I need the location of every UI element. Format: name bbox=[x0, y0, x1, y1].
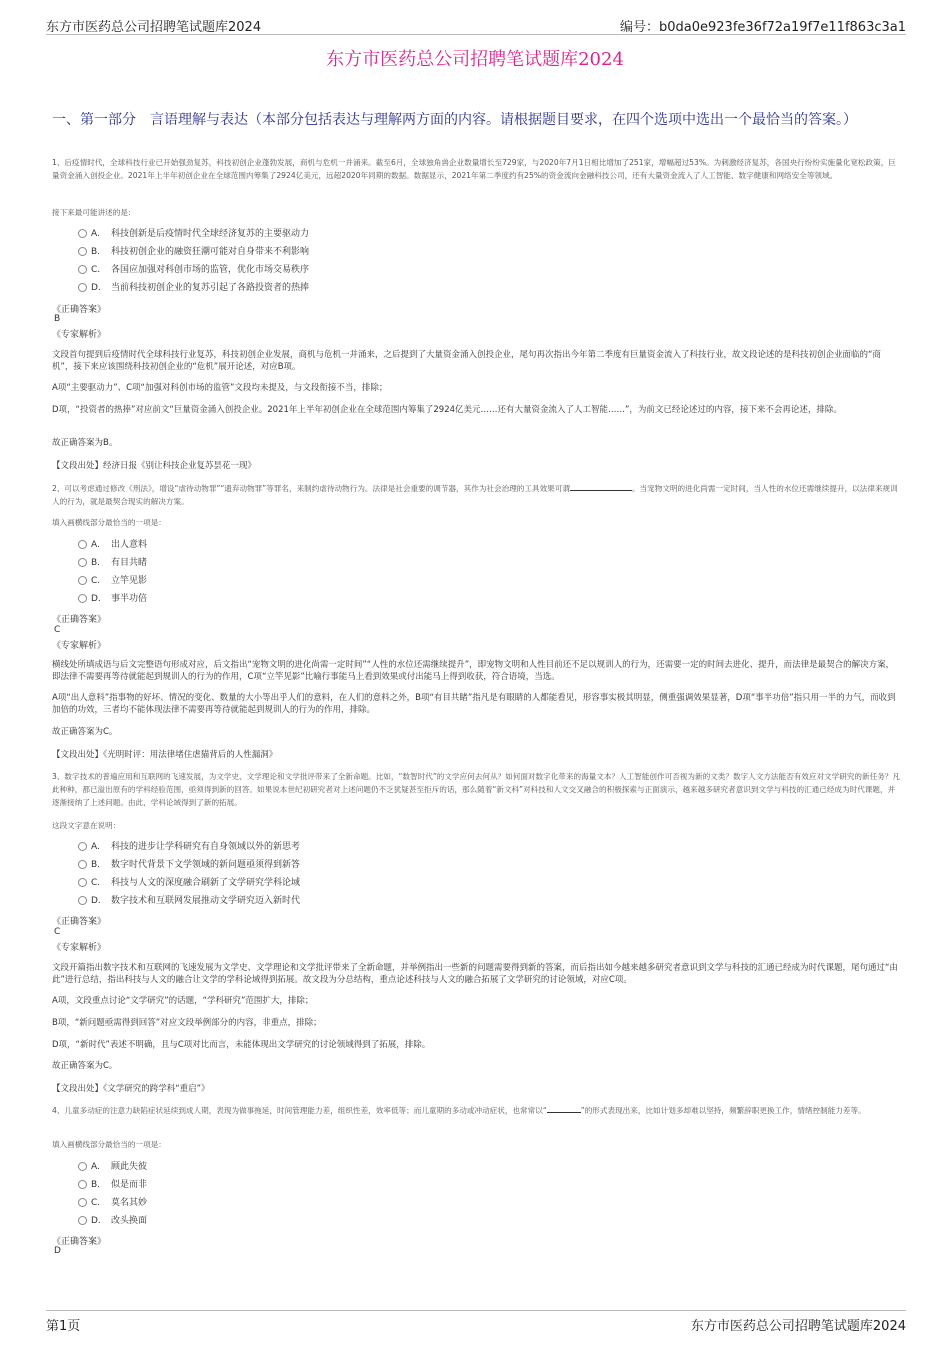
question-3-prompt: 这段文字意在说明： bbox=[52, 821, 121, 830]
q3-option-b[interactable]: B. 数字时代背景下文学领域的新问题亟须得到新答 bbox=[78, 858, 300, 872]
q1-analysis-3: D项，“投资者的热捧”对应前文“巨量资金涌入创投企业。2021年上半年初创企业在全球范围内筹集了2924亿美元……还有大量资金流入了人工智能……”，为前文已经论述过的内容，接下来不会再论述，排除。 bbox=[52, 405, 842, 415]
radio-icon[interactable] bbox=[78, 540, 87, 549]
q1-analysis-2: A项“主要驱动力”、C项“加强对科创市场的监管”文段均未提及，与文段衔接不当，排除； bbox=[52, 383, 388, 393]
question-1-stem: 1、后疫情时代，全球科技行业已开始强劲复苏，科技初创企业蓬勃发展，商机与危机一并涌来。截至6月，全球独角兽企业数量增长至729家，与2020年7月1日相比增加了251家，增幅超过53%。为刺激经济复苏，各国央行纷纷实施量化宽松政策，巨量资金涌入创投企业。2021年上半年初创企业在全球范围内筹集了2924亿美元，远超2020年同期的数据。数据显示，2021年第二季度约有25%的资金流向金融科技公司，还有大量资金流入了人工智能、数字健康和网络安全等领域。 bbox=[52, 158, 896, 180]
q2-analysis-2: A项“出人意料”指事物的好坏、情况的变化、数量的大小等出乎人们的意料，在人们的意料之外，B项“有目共睹”指凡是有眼睛的人都能看见，形容事实极其明显，侧重强调效果显著，D项“事半功倍”指只用一半的力气，而收到加倍的功效，三者均不能体现法律不需要再等待就能起到规训人的行为的作用，排除。 bbox=[52, 693, 896, 715]
q2-analysis-3: 故正确答案为C。 bbox=[52, 727, 118, 737]
q2-answer-label: 《正确答案》 bbox=[52, 615, 107, 625]
q2-answer: C bbox=[54, 625, 61, 635]
q1-answer: B bbox=[54, 314, 61, 324]
radio-icon[interactable] bbox=[78, 1180, 87, 1189]
radio-icon[interactable] bbox=[78, 576, 87, 585]
fill-blank bbox=[570, 482, 632, 491]
q3-analysis-4: D项，“新时代”表述不明确，且与C项对比而言，未能体现出文学研究的讨论领域得到了拓展，排除。 bbox=[52, 1040, 431, 1050]
question-2-stem: 2、可以考虑通过修改《刑法》，增设“虐待动物罪”“遗弃动物罪”等罪名，来制约虐待动物行为。法律是社会重要的调节器，其作为社会治理的工具效果可谓 。当宠物文明的进化尚需一定时间，当人性的水位还需继续提升，以法律来规训人的行为，就是最契合现实的解决方案。 bbox=[52, 484, 898, 506]
q4-option-d[interactable]: D. 改头换面 bbox=[78, 1214, 147, 1228]
q3-option-d[interactable]: D. 数字技术和互联网发展推动文学研究迈入新时代 bbox=[78, 894, 300, 908]
radio-icon[interactable] bbox=[78, 1198, 87, 1207]
q4-answer: D bbox=[54, 1246, 61, 1256]
q1-option-d[interactable]: D. 当前科技初创企业的复苏引起了各路投资者的热捧 bbox=[78, 281, 309, 295]
q2-analysis-1: 横线处所填成语与后文完整语句形成对应，后文指出“宠物文明的进化尚需一定时间”“人性的水位还需继续提升”，即宠物文明和人性目前还不足以规训人的行为，还需要一定的时间去进化、提升，而法律是最契合的解决方案，即法律不需要再等待就能起到规训人的行为的作用，C项“立竿见影”比喻行事能马上看到效果或付出能马上得到收获，符合语境，当选。 bbox=[52, 660, 895, 682]
q4-option-b[interactable]: B. 似是而非 bbox=[78, 1178, 147, 1192]
page-footer bbox=[46, 1310, 906, 1333]
radio-icon[interactable] bbox=[78, 1216, 87, 1225]
q2-option-c[interactable]: C. 立竿见影 bbox=[78, 574, 147, 588]
q3-analysis-5: 故正确答案为C。 bbox=[52, 1061, 118, 1071]
radio-icon[interactable] bbox=[78, 860, 87, 869]
footer-title: 东方市医药总公司招聘笔试题库2024 bbox=[690, 1319, 906, 1334]
radio-icon[interactable] bbox=[78, 283, 87, 292]
q3-analysis-1: 文段开篇指出数字技术和互联网的飞速发展为文学史、文学理论和文学批评带来了全新命题，并举例指出一些新的问题需要得到新的答案，而后指出如今越来越多研究者意识到文学与科技的汇通已经成为时代课题，尾句通过“由此”进行总结，指出科技与人文的融合让文学的学科论域得到拓展。故文段为分总结构，重点论述科技与人文的融合拓展了文学研究的讨论领域，对应C项。 bbox=[52, 963, 898, 985]
page-number: 第1页 bbox=[46, 1319, 81, 1334]
q1-analysis-1: 文段首句提到后疫情时代全球科技行业复苏，科技初创企业发展，商机与危机一并涌来，之后提到了大量资金涌入创投企业，尾句再次指出今年第二季度有巨量资金流入了科技行业，故文段论述的是科技初创企业面临的“商机”，接下来应该围绕科技初创企业的“危机”展开论述，对应B项。 bbox=[52, 350, 881, 372]
q2-option-d[interactable]: D. 事半功倍 bbox=[78, 592, 147, 606]
question-1-prompt: 接下来最可能讲述的是： bbox=[52, 208, 136, 217]
q1-answer-label: 《正确答案》 bbox=[52, 305, 107, 315]
q1-analysis-label: 《专家解析》 bbox=[52, 330, 107, 340]
question-4-prompt: 填入画横线部分最恰当的一项是： bbox=[52, 1140, 166, 1149]
q2-option-a[interactable]: A. 出人意料 bbox=[78, 538, 147, 552]
section-heading: 一、第一部分 言语理解与表达（本部分包括表达与理解两方面的内容。请根据题目要求，在四个选项中选出一个最恰当的答案。） bbox=[52, 112, 857, 128]
q4-option-a[interactable]: A. 顾此失彼 bbox=[78, 1160, 147, 1174]
radio-icon[interactable] bbox=[78, 1162, 87, 1171]
q3-answer-label: 《正确答案》 bbox=[52, 917, 107, 927]
q3-answer: C bbox=[54, 927, 61, 937]
radio-icon[interactable] bbox=[78, 558, 87, 567]
radio-icon[interactable] bbox=[78, 229, 87, 238]
radio-icon[interactable] bbox=[78, 265, 87, 274]
q3-analysis-3: B项，“新问题亟需得到回答”对应文段举例部分的内容，非重点，排除； bbox=[52, 1018, 322, 1028]
radio-icon[interactable] bbox=[78, 878, 87, 887]
fill-blank bbox=[547, 1104, 581, 1113]
q1-analysis-4: 故正确答案为B。 bbox=[52, 438, 118, 448]
q4-option-c[interactable]: C. 莫名其妙 bbox=[78, 1196, 147, 1210]
q3-analysis-label: 《专家解析》 bbox=[52, 943, 107, 953]
radio-icon[interactable] bbox=[78, 594, 87, 603]
header-title: 东方市医药总公司招聘笔试题库2024 bbox=[46, 20, 262, 35]
question-3-stem: 3、数字技术的普遍应用和互联网的飞速发展，为文学史、文学理论和文学批评带来了全新命题。比如，“数智时代”的文学应何去何从？如何面对数字化带来的海量文本？人工智能创作可否视为新的文类？数字人文方法能否有效应对文学研究的新任务？凡此种种，都已溢出原有的学科经验范围，亟须得到新的回答。如果说本世纪初研究者对上述问题仍不乏犹疑甚至拒斥的话，那么随着“新文科”对科技和人文交叉融合的积极探索与正面演示，越来越多研究者意识到文学与科技的汇通已经成为时代课题，并逐渐接纳了上述问题。由此，学科论域得到了新的拓展。 bbox=[52, 772, 900, 807]
q1-option-c[interactable]: C. 各国应加强对科创市场的监管，优化市场交易秩序 bbox=[78, 263, 309, 277]
q2-option-b[interactable]: B. 有目共睹 bbox=[78, 556, 147, 570]
page-header bbox=[46, 14, 906, 35]
header-code: 编号：b0da0e923fe36f72a19f7e11f863c3a1 bbox=[619, 20, 906, 35]
q3-option-a[interactable]: A. 科技的进步让学科研究有自身领域以外的新思考 bbox=[78, 840, 300, 854]
q1-source: 【文段出处】经济日报《别让科技企业复苏昙花一现》 bbox=[52, 461, 257, 471]
q1-option-b[interactable]: B. 科技初创企业的融资狂潮可能对自身带来不利影响 bbox=[78, 245, 309, 259]
q1-option-a[interactable]: A. 科技创新是后疫情时代全球经济复苏的主要驱动力 bbox=[78, 227, 309, 241]
q4-answer-label: 《正确答案》 bbox=[52, 1237, 107, 1247]
radio-icon[interactable] bbox=[78, 896, 87, 905]
q2-source: 【文段出处】《光明时评：用法律堵住虐猫背后的人性漏洞》 bbox=[52, 750, 278, 760]
radio-icon[interactable] bbox=[78, 842, 87, 851]
radio-icon[interactable] bbox=[78, 247, 87, 256]
q3-source: 【文段出处】《文学研究的跨学科“重启”》 bbox=[52, 1084, 210, 1094]
question-2-prompt: 填入画横线部分最恰当的一项是： bbox=[52, 518, 166, 527]
question-4-stem: 4、儿童多动症的注意力缺陷症状延续到成人期，表现为做事拖延，时间管理能力差，组织性差，效率低等；而儿童期的多动或冲动症状，也常常以“ ”的形式表现出来，比如计划多却难以坚持，频繁辞职更换工作，情绪控制能力差等。 bbox=[52, 1106, 866, 1115]
q2-analysis-label: 《专家解析》 bbox=[52, 641, 107, 651]
q3-option-c[interactable]: C. 科技与人文的深度融合刷新了文学研究学科论域 bbox=[78, 876, 300, 890]
q3-analysis-2: A项，文段重点讨论“文学研究”的话题，“学科研究”范围扩大，排除； bbox=[52, 996, 314, 1006]
page-title: 东方市医药总公司招聘笔试题库2024 bbox=[326, 49, 624, 70]
